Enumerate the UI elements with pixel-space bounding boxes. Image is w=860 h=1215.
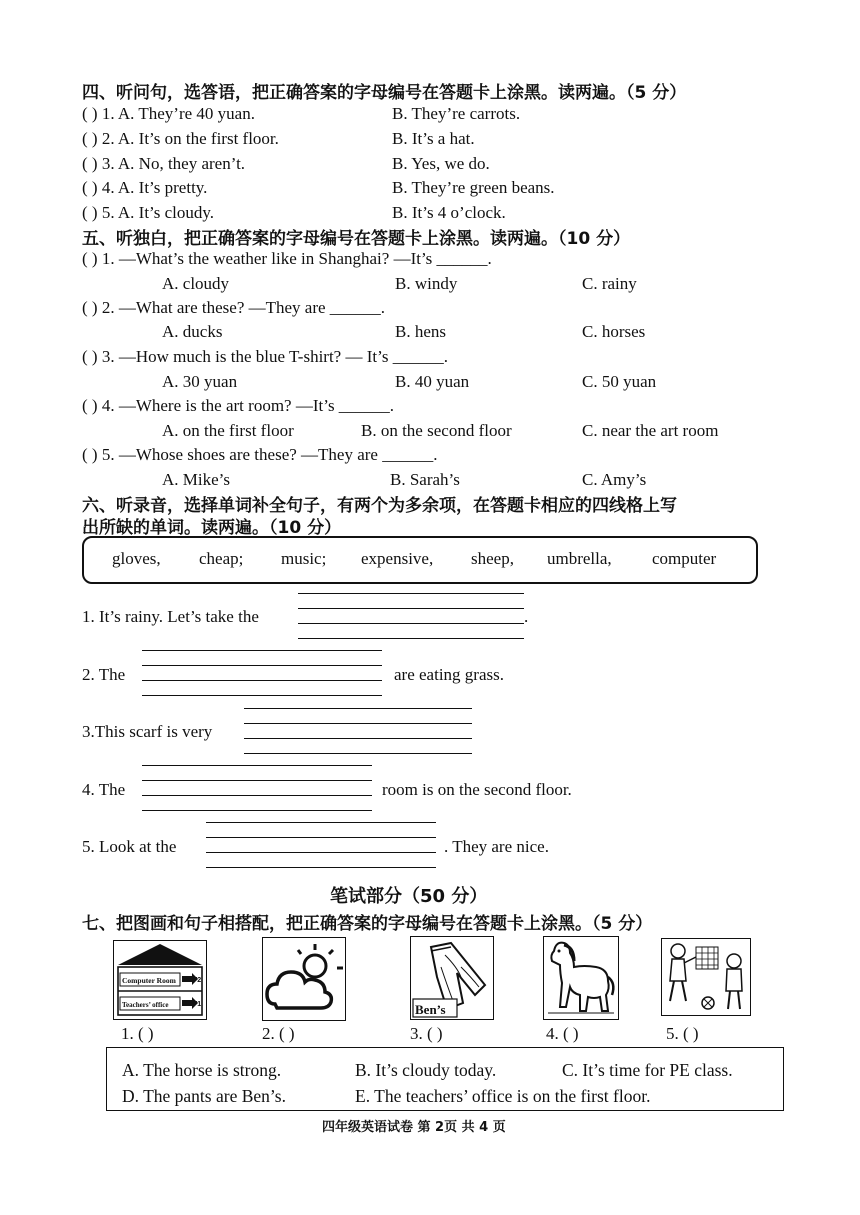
option-c: C. It’s time for PE class.	[562, 1060, 733, 1080]
answer-slot-2: 2. ( )	[262, 1024, 295, 1043]
s5-q1-c: C. rainy	[582, 274, 637, 293]
word-bank-item: umbrella,	[547, 549, 612, 568]
s5-q2: ( ) 2. —What are these? —They are ______.	[82, 298, 386, 317]
answer-slot-5: 5. ( )	[666, 1024, 699, 1043]
s5-q3-a: A. 30 yuan	[162, 372, 238, 391]
s5-q3-b: B. 40 yuan	[395, 372, 470, 391]
four-line-grid	[206, 837, 436, 838]
s6-sentence-2: 2. The	[82, 665, 126, 684]
s5-q2-c: C. horses	[582, 322, 646, 341]
four-line-grid	[244, 723, 472, 724]
four-line-grid	[142, 680, 382, 681]
word-bank-item: gloves,	[112, 549, 161, 568]
s4-q3-b: B. Yes, we do.	[392, 154, 490, 173]
s4-q1: ( ) 1. A. They’re 40 yuan.	[82, 104, 255, 123]
s5-q2-b: B. hens	[395, 322, 446, 341]
s6-sentence-5-end: . They are nice.	[444, 837, 549, 856]
s5-q3-c: C. 50 yuan	[582, 372, 657, 391]
s6-sentence-4: 4. The	[82, 780, 126, 799]
word-bank-item: computer	[652, 549, 717, 568]
word-bank-item: music;	[281, 549, 327, 568]
s6-sentence-1: 1. It’s rainy. Let’s take the	[82, 607, 259, 626]
pic3-label: Ben’s	[415, 1002, 446, 1017]
pic1-floor-top: F2	[193, 977, 202, 984]
s5-q5-b: B. Sarah’s	[390, 470, 460, 489]
section6-heading-line1: 六、听录音，选择单词补全句子，有两个为多余项，在答题卡相应的四线格上写	[82, 496, 677, 516]
answer-slot-1: 1. ( )	[121, 1024, 154, 1043]
four-line-grid	[142, 695, 382, 696]
horse-icon	[543, 936, 619, 1020]
pic1-room-top: Computer Room	[122, 976, 176, 985]
s5-q4-c: C. near the art room	[582, 421, 719, 440]
word-bank-item: sheep,	[471, 549, 514, 568]
s4-q5: ( ) 5. A. It’s cloudy.	[82, 203, 215, 222]
four-line-grid	[298, 638, 524, 639]
four-line-grid	[142, 795, 372, 796]
s5-q4-a: A. on the first floor	[162, 421, 294, 440]
four-line-grid	[142, 810, 372, 811]
s4-q1-b: B. They’re carrots.	[392, 104, 521, 123]
building-icon	[113, 940, 207, 1020]
section7-heading: 七、把图画和句子相搭配，把正确答案的字母编号在答题卡上涂黑。（5 分）	[82, 914, 653, 934]
s5-q1-b: B. windy	[395, 274, 458, 293]
four-line-grid	[142, 650, 382, 651]
four-line-grid	[142, 665, 382, 666]
s5-q5-c: C. Amy’s	[582, 470, 647, 489]
s4-q5-b: B. It’s 4 o’clock.	[392, 203, 506, 222]
section6-heading-line2: 出所缺的单词。读两遍。（10 分）	[82, 518, 342, 538]
pic1-room-bottom: Teachers’ office	[122, 1001, 169, 1009]
cloud-sun-icon	[262, 937, 346, 1021]
s5-q1: ( ) 1. —What’s the weather like in Shanghai? —It’s ______.	[82, 249, 492, 268]
answer-slot-3: 3. ( )	[410, 1024, 443, 1043]
four-line-grid	[206, 822, 436, 823]
s5-q3: ( ) 3. —How much is the blue T-shirt? — It’s ______.	[82, 347, 448, 366]
answer-slot-4: 4. ( )	[546, 1024, 579, 1043]
s5-q2-a: A. ducks	[162, 322, 223, 341]
s6-sentence-3: 3.This scarf is very	[82, 722, 213, 741]
s5-q4: ( ) 4. —Where is the art room? —It’s ______.	[82, 396, 395, 415]
written-part-title: 笔试部分（50 分）	[330, 886, 488, 907]
option-a: A. The horse is strong.	[122, 1060, 282, 1080]
s4-q3: ( ) 3. A. No, they aren’t.	[82, 154, 246, 173]
s5-q5: ( ) 5. —Whose shoes are these? —They are ______.	[82, 445, 438, 464]
pe-class-icon	[661, 938, 751, 1016]
page-footer: 四年级英语试卷 第 2页 共 4 页	[322, 1120, 506, 1135]
s4-q2: ( ) 2. A. It’s on the first floor.	[82, 129, 279, 148]
four-line-grid	[298, 593, 524, 594]
four-line-grid	[298, 623, 524, 624]
pants-icon	[410, 936, 494, 1020]
four-line-grid	[298, 608, 524, 609]
four-line-grid	[206, 867, 436, 868]
s5-q1-a: A. cloudy	[162, 274, 230, 293]
s5-q5-a: A. Mike’s	[162, 470, 230, 489]
s6-sentence-5: 5. Look at the	[82, 837, 177, 856]
s6-sentence-2-end: are eating grass.	[394, 665, 504, 684]
four-line-grid	[142, 780, 372, 781]
section5-heading: 五、听独白，把正确答案的字母编号在答题卡上涂黑。读两遍。（10 分）	[82, 229, 631, 249]
option-b: B. It’s cloudy today.	[355, 1060, 497, 1080]
option-d: D. The pants are Ben’s.	[122, 1086, 286, 1106]
s4-q4-b: B. They’re green beans.	[392, 178, 555, 197]
word-bank-item: expensive,	[361, 549, 434, 568]
four-line-grid	[142, 765, 372, 766]
pic1-floor-bottom: F1	[193, 1001, 202, 1008]
s6-sentence-4-end: room is on the second floor.	[382, 780, 572, 799]
s4-q4: ( ) 4. A. It’s pretty.	[82, 178, 208, 197]
four-line-grid	[244, 738, 472, 739]
four-line-grid	[244, 708, 472, 709]
word-bank-item: cheap;	[199, 549, 244, 568]
s6-sentence-1-end: .	[524, 607, 529, 626]
s4-q2-b: B. It’s a hat.	[392, 129, 475, 148]
s5-q4-b: B. on the second floor	[361, 421, 512, 440]
section4-heading: 四、听问句，选答语，把正确答案的字母编号在答题卡上涂黑。读两遍。（5 分）	[82, 83, 687, 103]
option-e: E. The teachers’ office is on the first floor.	[355, 1086, 651, 1106]
four-line-grid	[244, 753, 472, 754]
four-line-grid	[206, 852, 436, 853]
